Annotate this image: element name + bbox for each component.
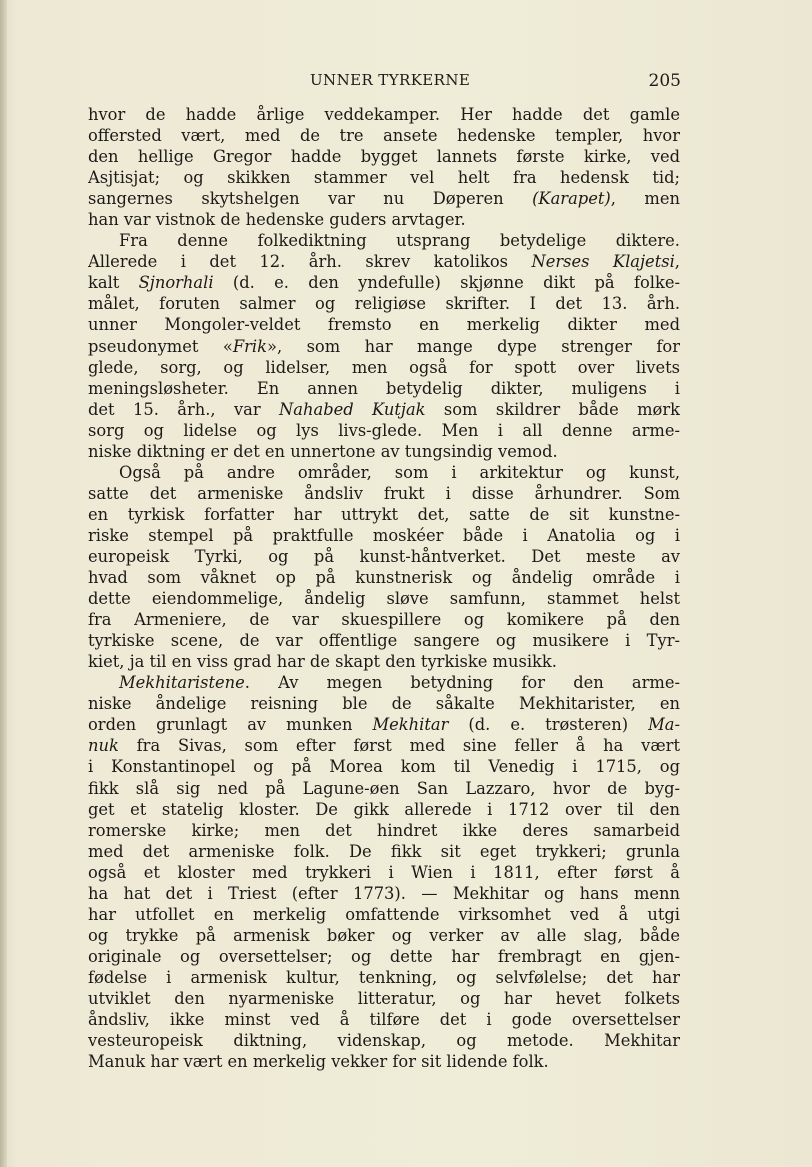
text-line: originale og oversettelser; og dette har frembragt en gjen- bbox=[88, 946, 680, 966]
text-line: romerske kirke; men det hindret ikke deres samarbeid bbox=[88, 820, 680, 840]
text-line: det 15. årh., var Nahabed Kutjak som skildrer både mørk bbox=[88, 399, 680, 419]
text-line: dette eiendommelige, åndelig sløve samfunn, stammet helst bbox=[88, 589, 680, 609]
text-line: unner Mongoler-veldet fremsto en merkelig dikter med bbox=[88, 315, 680, 335]
text-line: get et statelig kloster. De gikk allerede i 1712 over til den bbox=[88, 799, 680, 819]
text-line: vesteuropeisk diktning, videnskap, og metode. Mekhitar bbox=[88, 1031, 680, 1051]
text-line: Også på andre områder, som i arkitektur og kunst, bbox=[119, 462, 680, 482]
text-line: sorg og lidelse og lys livs-glede. Men i all denne arme- bbox=[88, 420, 680, 440]
running-title: UNNER TYRKERNE bbox=[310, 71, 471, 89]
text-line: målet, foruten salmer og religiøse skrifter. I det 13. årh. bbox=[88, 294, 680, 314]
text-line: åndsliv, ikke minst ved å tilføre det i gode oversettelser bbox=[88, 1010, 680, 1030]
text-line: riske stempel på praktfulle moskéer både i Anatolia og i bbox=[88, 525, 680, 545]
text-line: ha hat det i Triest (efter 1773). — Mekhitar og hans menn bbox=[88, 883, 680, 903]
text-line: fikk slå sig ned på Lagune-øen San Lazzaro, hvor de byg- bbox=[88, 778, 680, 798]
text-line: Asjtisjat; og skikken stammer vel helt fra hedensk tid; bbox=[88, 168, 680, 188]
page-header bbox=[88, 71, 681, 93]
text-line: pseudonymet «Frik», som har mange dype strenger for bbox=[88, 336, 680, 356]
text-line: kalt Sjnorhali (d. e. den yndefulle) skjønne dikt på folke- bbox=[88, 273, 680, 293]
text-line: satte det armeniske åndsliv frukt i disse århundrer. Som bbox=[88, 483, 680, 503]
text-line: fra Armeniere, de var skuespillere og komikere på den bbox=[88, 610, 680, 630]
text-line: kiet, ja til en viss grad har de skapt den tyrkiske musikk. bbox=[88, 652, 557, 672]
text-line: hvor de hadde årlige veddekamper. Her hadde det gamle bbox=[88, 105, 680, 124]
text-line: Manuk har vært en merkelig vekker for sit lidende folk. bbox=[88, 1052, 549, 1072]
text-line: sangernes skytshelgen var nu Døperen (Karapet), men bbox=[88, 189, 680, 209]
text-line: europeisk Tyrki, og på kunst-håntverket. Det meste av bbox=[88, 546, 680, 566]
body-text bbox=[88, 104, 680, 1072]
text-line: offersted vært, med de tre ansete hedenske templer, hvor bbox=[88, 126, 680, 146]
text-line: hvad som våknet op på kunstnerisk og åndelig område i bbox=[88, 568, 680, 588]
text-line: Mekhitaristene. Av megen betydning for den arme- bbox=[119, 673, 680, 693]
text-line: en tyrkisk forfatter har uttrykt det, satte de sit kunstne- bbox=[88, 504, 680, 524]
text-line: nuk fra Sivas, som efter først med sine feller å ha vært bbox=[88, 736, 680, 756]
page-spine-edge bbox=[0, 0, 7, 1167]
text-line: med det armeniske folk. De fikk sit eget trykkeri; grunla bbox=[88, 841, 680, 861]
text-line: har utfollet en merkelig omfattende virksomhet ved å utgi bbox=[88, 904, 680, 924]
text-line: Fra denne folkediktning utsprang betydelige diktere. bbox=[119, 231, 680, 251]
text-line: og trykke på armenisk bøker og verker av alle slag, både bbox=[88, 925, 680, 945]
text-line: meningsløsheter. En annen betydelig dikter, muligens i bbox=[88, 378, 680, 398]
text-line: den hellige Gregor hadde bygget lannets første kirke, ved bbox=[88, 147, 680, 167]
text-line: tyrkiske scene, de var offentlige sangere og musikere i Tyr- bbox=[88, 631, 680, 651]
text-line: niske åndelige reisning ble de såkalte Mekhitarister, en bbox=[88, 694, 680, 714]
text-line: fødelse i armenisk kultur, tenkning, og selvfølelse; det har bbox=[88, 967, 680, 987]
text-line: Allerede i det 12. årh. skrev katolikos Nerses Klajetsi, bbox=[88, 252, 680, 272]
text-line: niske diktning er det en unnertone av tungsindig vemod. bbox=[88, 441, 558, 461]
text-line: utviklet den nyarmeniske litteratur, og har hevet folkets bbox=[88, 988, 680, 1008]
text-line: også et kloster med trykkeri i Wien i 1811, efter først å bbox=[88, 862, 680, 882]
text-line: i Konstantinopel og på Morea kom til Venedig i 1715, og bbox=[88, 757, 680, 777]
text-line: glede, sorg, og lidelser, men også for spott over livets bbox=[88, 357, 680, 377]
text-line: han var vistnok de hedenske guders arvtager. bbox=[88, 210, 466, 230]
text-line: orden grunlagt av munken Mekhitar (d. e. trøsteren) Ma- bbox=[88, 715, 680, 735]
page-number: 205 bbox=[648, 71, 681, 91]
